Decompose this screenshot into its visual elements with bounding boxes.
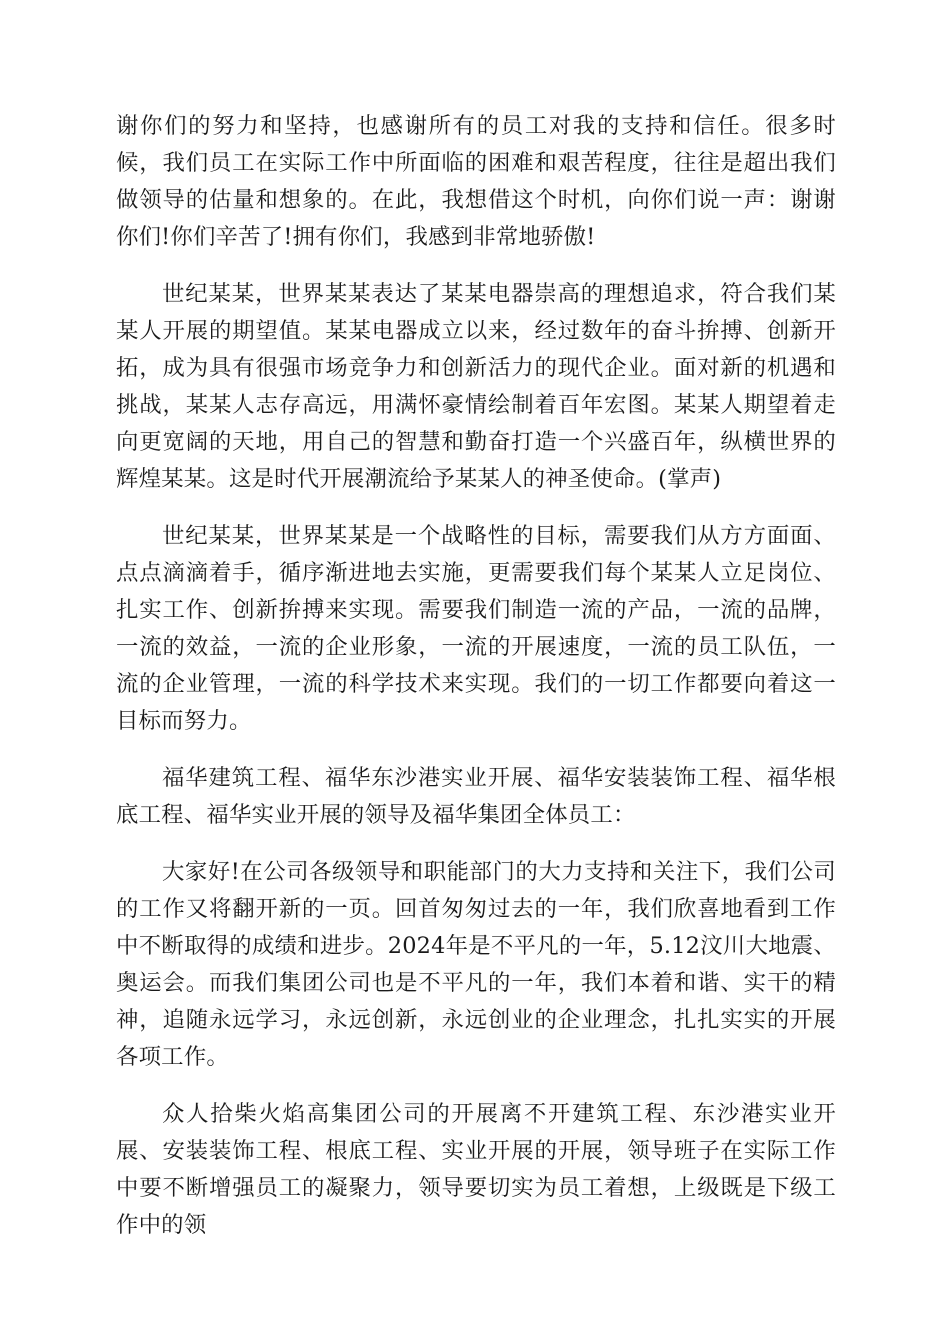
paragraph-3: 世纪某某，世界某某是一个战略性的目标，需要我们从方方面面、点点滴滴着手，循序渐进地去实施，更需要我们每个某某人立足岗位、扎实工作、创新拚搏来实现。需要我们制造一流的产品，一流的品牌，一流的效益，一流的企业形象，一流的开展速度，一流的员工队伍，一流的企业管理，一流的科学技术来实现。我们的一切工作都要向着这一目标而努力。 xyxy=(116,523,836,734)
paragraph-2: 世纪某某，世界某某表达了某某电器崇高的理想追求，符合我们某某人开展的期望值。某某电器成立以来，经过数年的奋斗拚搏、创新开拓，成为具有很强市场竞争力和创新活力的现代企业。面对新的机遇和挑战，某某人志存高远，用满怀豪情绘制着百年宏图。某某人期望着走向更宽阔的天地，用自己的智慧和勤奋打造一个兴盛百年，纵横世界的辉煌某某。这是时代开展潮流给予某某人的神圣使命。(掌声) xyxy=(116,281,836,492)
paragraph-4: 福华建筑工程、福华东沙港实业开展、福华安装装饰工程、福华根底工程、福华实业开展的领导及福华集团全体员工： xyxy=(116,765,836,828)
paragraph-1: 谢你们的努力和坚持，也感谢所有的员工对我的支持和信任。很多时候，我们员工在实际工作中所面临的困难和艰苦程度，往往是超出我们做领导的估量和想象的。在此，我想借这个时机，向你们说一声：谢谢你们!你们辛苦了!拥有你们，我感到非常地骄傲! xyxy=(116,113,836,250)
paragraph-5: 大家好!在公司各级领导和职能部门的大力支持和关注下，我们公司的工作又将翻开新的一页。回首匆匆过去的一年，我们欣喜地看到工作中不断取得的成绩和进步。2024年是不平凡的一年，5.12汶川大地震、奥运会。而我们集团公司也是不平凡的一年，我们本着和谐、实干的精神，追随永远学习，永远创新，永远创业的企业理念，扎扎实实的开展各项工作。 xyxy=(116,859,836,1070)
document-body xyxy=(116,108,836,1264)
paragraph-6: 众人拾柴火焰高集团公司的开展离不开建筑工程、东沙港实业开展、安装装饰工程、根底工程、实业开展的开展，领导班子在实际工作中要不断增强员工的凝聚力，领导要切实为员工着想，上级既是下级工作中的领 xyxy=(116,1101,836,1238)
